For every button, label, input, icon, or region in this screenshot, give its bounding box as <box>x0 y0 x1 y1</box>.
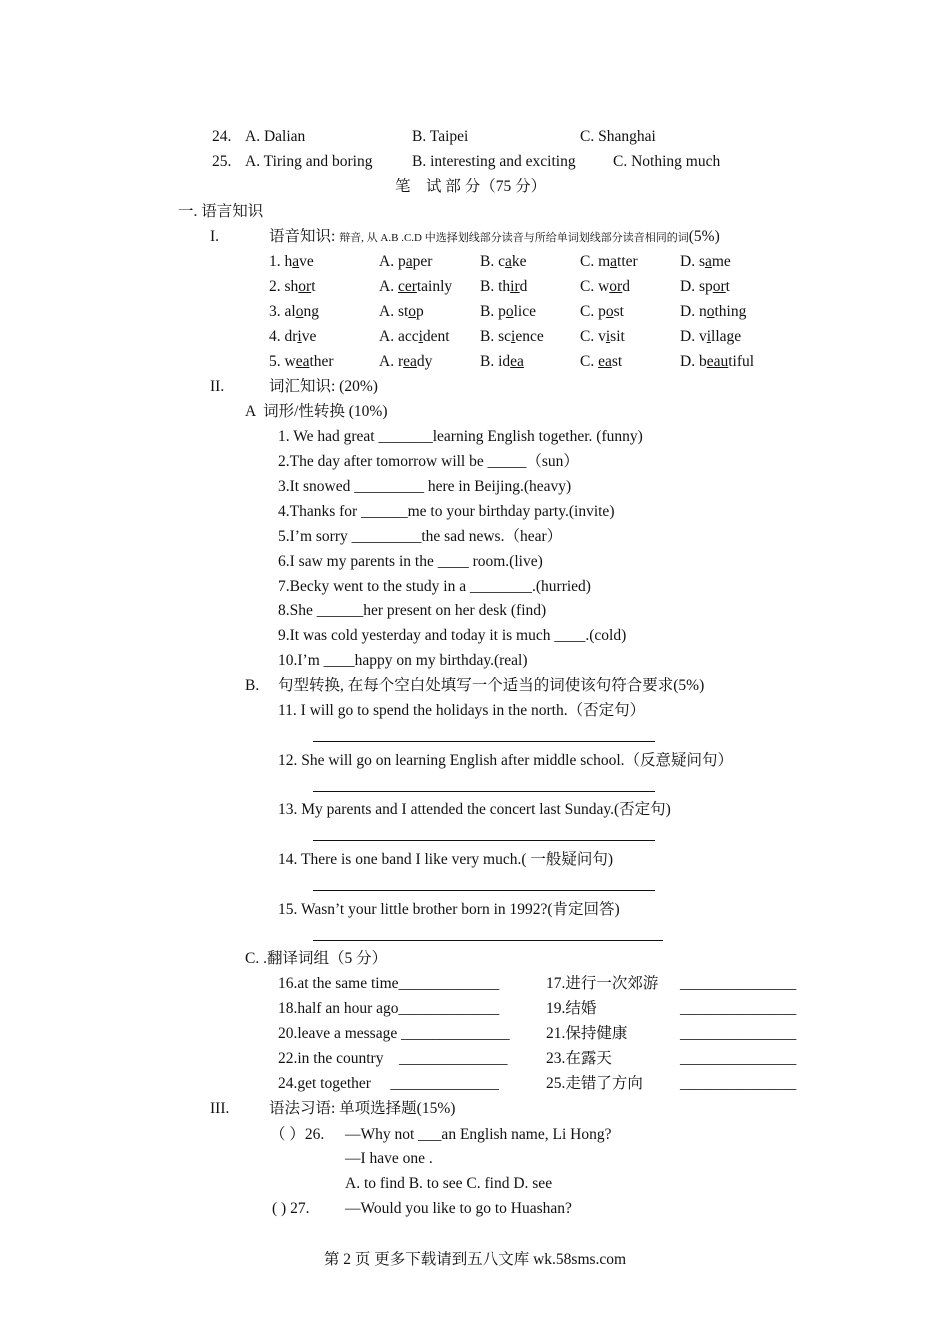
grammar-roman: III. <box>210 1100 230 1117</box>
phrase-right: 17.进行一次郊游 <box>546 975 659 992</box>
vocab-item: 6.I saw my parents in the ____ room.(live) <box>278 553 543 570</box>
phrase-right: 21.保持健康 <box>546 1025 628 1042</box>
underlined-sound: a <box>504 253 512 270</box>
phonetics-option-c: C. east <box>580 353 623 370</box>
transform-item: 12. She will go on learning English after middle school.（反意疑问句） <box>278 752 734 769</box>
q24-option-b: B. Taipei <box>412 128 469 145</box>
underlined-sound: a <box>405 253 413 270</box>
phrase-right: 25.走错了方向 <box>546 1075 643 1092</box>
underlined-sound: i <box>605 328 611 345</box>
underlined-sound: eau <box>706 353 729 370</box>
phonetics-option-c: C. post <box>580 303 624 320</box>
phrase-left: 18.half an hour ago_____________ <box>278 1000 500 1017</box>
vocab-item: 4.Thanks for ______me to your birthday party.(invite) <box>278 503 615 520</box>
phrase-right: 19.结婚 <box>546 1000 597 1017</box>
section1-title: 一. 语言知识 <box>178 203 264 220</box>
underlined-sound: i <box>511 328 516 345</box>
written-section-title: 笔 试 部 分（75 分） <box>395 178 547 195</box>
phrase-left: 24.get together ______________ <box>278 1075 499 1092</box>
phonetics-word: 3. along <box>269 303 319 320</box>
transform-item: 14. There is one band I like very much.( 一般疑问句) <box>278 851 614 868</box>
q24-option-a: A. Dalian <box>245 128 306 145</box>
q25-option-a: A. Tiring and boring <box>245 153 373 170</box>
phonetics-option-d: D. sport <box>680 278 730 295</box>
q26-line1: —Why not ___an English name, Li Hong? <box>345 1126 612 1143</box>
vocab-partC-title: C. .翻译词组（5 分） <box>245 950 388 967</box>
underlined-sound: o <box>295 303 304 320</box>
underlined-sound: ea <box>510 353 524 370</box>
q25-number: 25. <box>212 153 232 170</box>
vocab-item: 5.I’m sorry _________the sad news.（hear） <box>278 528 563 545</box>
phonetics-option-a: A. stop <box>379 303 424 320</box>
vocab-item: 10.I’m ____happy on my birthday.(real) <box>278 652 528 669</box>
phrase-right-blank: _______________ <box>680 1025 797 1042</box>
vocab-item: 1. We had great _______learning English together. (funny) <box>278 428 643 445</box>
underlined-sound: o <box>408 303 417 320</box>
underlined-sound: a <box>292 253 300 270</box>
underlined-sound: or <box>298 278 312 295</box>
q26-line2: —I have one . <box>345 1150 433 1167</box>
phonetics-word: 5. weather <box>269 353 334 370</box>
vocab-title: 词汇知识: (20%) <box>269 378 378 395</box>
underlined-sound: ea <box>598 353 612 370</box>
vocab-partB-title: 句型转换, 在每个空白处填写一个适当的词使该句符合要求(5%) <box>278 677 705 694</box>
phrase-left: 16.at the same time_____________ <box>278 975 500 992</box>
answer-line <box>313 741 655 742</box>
underlined-sound: or <box>609 278 623 295</box>
underlined-sound: cer <box>397 278 417 295</box>
underlined-sound: ea <box>295 353 310 370</box>
phonetics-option-b: B. third <box>480 278 528 295</box>
phrase-left: 20.leave a message ______________ <box>278 1025 510 1042</box>
phrase-left: 22.in the country ______________ <box>278 1050 508 1067</box>
underlined-sound: ir <box>510 278 520 295</box>
vocab-item: 9.It was cold yesterday and today it is much ____.(cold) <box>278 627 627 644</box>
phrase-right-blank: _______________ <box>680 1000 797 1017</box>
phonetics-option-d: D. nothing <box>680 303 747 320</box>
vocab-partB-label: B. <box>245 677 260 694</box>
transform-item: 11. I will go to spend the holidays in the north.（否定句） <box>278 702 646 719</box>
answer-line <box>313 791 655 792</box>
underlined-sound: ea <box>403 353 417 370</box>
vocab-item: 8.She ______her present on her desk (find) <box>278 602 547 619</box>
phonetics-points: (5%) <box>688 228 720 245</box>
underlined-sound: or <box>712 278 726 295</box>
underlined-sound: i <box>297 328 302 345</box>
phrase-right-blank: _______________ <box>680 1050 797 1067</box>
phonetics-option-b: B. cake <box>480 253 527 270</box>
phonetics-option-a: A. ready <box>379 353 433 370</box>
page-footer: 第 2 页 更多下载请到五八文库 wk.58sms.com <box>323 1251 627 1268</box>
underlined-sound: a <box>704 253 712 270</box>
vocab-item: 3.It snowed _________ here in Beijing.(heavy) <box>278 478 572 495</box>
phonetics-heading <box>269 227 720 248</box>
underlined-sound: i <box>418 328 423 345</box>
q27-line1: —Would you like to go to Huashan? <box>345 1200 572 1217</box>
phonetics-option-d: D. beautiful <box>680 353 755 370</box>
phonetics-option-a: A. paper <box>379 253 433 270</box>
vocab-item: 2.The day after tomorrow will be _____（sun） <box>278 453 579 470</box>
underlined-sound: o <box>706 303 715 320</box>
phonetics-option-d: D. same <box>680 253 731 270</box>
grammar-title: 语法习语: 单项选择题(15%) <box>269 1100 456 1117</box>
vocab-roman: II. <box>210 378 225 395</box>
phonetics-option-b: B. idea <box>480 353 524 370</box>
answer-line <box>313 940 663 941</box>
phonetics-option-b: B. police <box>480 303 536 320</box>
phonetics-option-d: D. village <box>680 328 742 345</box>
answer-line <box>313 890 655 891</box>
q26-paren: （ ）26. <box>270 1126 325 1143</box>
q24-option-c: C. Shanghai <box>580 128 656 145</box>
phonetics-option-c: C. visit <box>580 328 625 345</box>
phonetics-option-c: C. matter <box>580 253 638 270</box>
q25-option-c: C. Nothing much <box>613 153 721 170</box>
phonetics-option-a: A. accident <box>379 328 450 345</box>
phonetics-option-a: A. certainly <box>379 278 453 295</box>
transform-item: 13. My parents and I attended the concert last Sunday.(否定句) <box>278 801 671 818</box>
phonetics-word: 4. drive <box>269 328 317 345</box>
q27-paren: ( ) 27. <box>272 1200 310 1217</box>
vocab-item: 7.Becky went to the study in a ________.(hurried) <box>278 578 591 595</box>
q24-number: 24. <box>212 128 232 145</box>
underlined-sound: i <box>706 328 712 345</box>
phrase-right: 23.在露天 <box>546 1050 612 1067</box>
transform-item: 15. Wasn’t your little brother born in 1992?(肯定回答) <box>278 901 620 918</box>
q26-options: A. to find B. to see C. find D. see <box>345 1175 553 1192</box>
phonetics-word: 2. short <box>269 278 316 295</box>
phonetics-option-c: C. word <box>580 278 630 295</box>
phrase-right-blank: _______________ <box>680 1075 797 1092</box>
vocab-partA-title: A 词形/性转换 (10%) <box>245 403 388 420</box>
phonetics-word: 1. have <box>269 253 314 270</box>
phonetics-instruction: 辩音, 从 A.B .C.D 中选择划线部分读音与所给单词划线部分读音相同的词 <box>339 232 689 244</box>
underlined-sound: a <box>610 253 618 270</box>
answer-line <box>313 840 655 841</box>
phonetics-roman: I. <box>210 228 220 245</box>
phonetics-label: 语音知识: <box>269 228 340 245</box>
phrase-right-blank: _______________ <box>680 975 797 992</box>
phonetics-option-b: B. science <box>480 328 544 345</box>
underlined-sound: o <box>505 303 514 320</box>
q25-option-b: B. interesting and exciting <box>412 153 576 170</box>
underlined-sound: o <box>605 303 614 320</box>
